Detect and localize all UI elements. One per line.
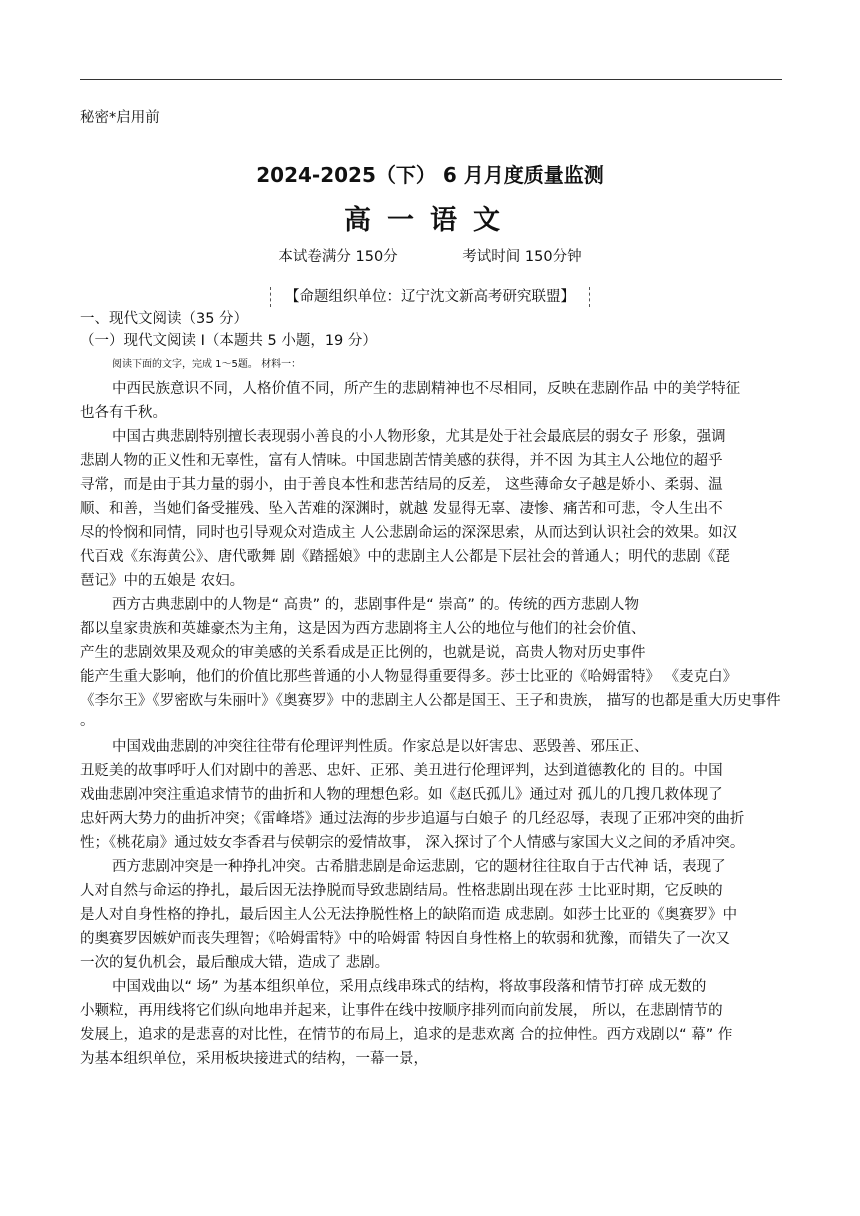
text-line: 为基本组织单位，采用板块接进式的结构，一幕一景， [80, 1051, 428, 1067]
text-line: 顺、和善，当她们备受摧残、坠入苦难的深渊时，就越 发显得无辜、凄惨、痛苦和可悲，令人生出不 [80, 501, 723, 517]
text-line: 忠奸两大势力的曲折冲突；《雷峰塔》通过法海的步步追逼与白娘子 的几经忍辱，表现了正邪冲突的曲折 [80, 811, 745, 827]
text-line: 寻常，而是由于其力量的弱小，由于善良本性和悲苦结局的反差， 这些薄命女子越是娇小、柔弱、温 [80, 477, 723, 493]
text-line: 西方古典悲剧中的人物是“ 高贵” 的，悲剧事件是“ 崇高” 的。传统的西方悲剧人物 [112, 597, 639, 613]
confidential-mark: 秘密*启用前 [80, 110, 160, 126]
text-line: 的奥赛罗因嫉妒而丧失理智；《哈姆雷特》中的哈姆雷 特因自身性格上的软弱和犹豫，而错失了一次又 [80, 931, 730, 947]
section-heading: 一、现代文阅读（35 分） [80, 311, 249, 327]
organizer-label: 【命题组织单位：辽宁沈文新高考研究联盟】 [270, 287, 590, 307]
full-score: 本试卷满分 150分 [278, 249, 398, 265]
text-line: 《李尔王》《罗密欧与朱丽叶》《奥赛罗》中的悲剧主人公都是国王、王子和贵族， 描写的也都是重大历史事件 [80, 693, 781, 709]
text-line: 代百戏《东海黄公》、唐代歌舞 剧《踏摇娘》中的悲剧主人公都是下层社会的普通人；明代的悲剧《琵 [80, 549, 730, 565]
text-line: 是人对自身性格的挣扎，最后因主人公无法挣脱性格上的缺陷而造 成悲剧。如莎士比亚的《奥赛罗》中 [80, 907, 738, 923]
text-line: 尽的怜悯和同情，同时也引导观众对造成主 人公悲剧命运的深深思索，从而达到认识社会的效果。如汉 [80, 525, 738, 541]
text-line: 也各有千秋。 [80, 405, 167, 421]
text-line: 悲剧人物的正义性和无辜性，富有人情味。中国悲剧苦情美感的获得，并不因 为其主人公地位的超乎 [80, 453, 723, 469]
text-line: 性；《桃花扇》通过妓女李香君与侯朝宗的爱情故事， 深入探讨了个人情感与家国大义之间的矛盾冲突。 [80, 835, 745, 851]
exam-time: 考试时间 150分钟 [462, 249, 582, 265]
text-line: 西方悲剧冲突是一种挣扎冲突。古希腊悲剧是命运悲剧，它的题材往往取自于古代神 话，表现了 [112, 859, 726, 875]
organizer [0, 287, 860, 307]
text-line: 小颗粒，再用线将它们纵向地串并起来，让事件在线中按顺序排列而向前发展， 所以，在悲剧情节的 [80, 1003, 723, 1019]
text-line: 中国古典悲剧特别擅长表现弱小善良的小人物形象，尤其是处于社会最底层的弱女子 形象，强调 [112, 429, 726, 445]
text-line: 人对自然与命运的挣扎，最后因无法挣脱而导致悲剧结局。性格悲剧出现在莎 士比亚时期，它反映的 [80, 883, 723, 899]
subject-title: 高一语文 [344, 205, 516, 236]
reading-instruction: 阅读下面的文字，完成 1～5题。 材料一： [112, 359, 302, 370]
text-line: 戏曲悲剧冲突注重追求情节的曲折和人物的理想色彩。如《赵氏孤儿》通过对 孤儿的几搜几救体现了 [80, 787, 723, 803]
sub-section-heading: （一）现代文阅读 I（本题共 5 小题，19 分） [80, 333, 377, 349]
text-line: 都以皇家贵族和英雄豪杰为主角，这是因为西方悲剧将主人公的地位与他们的社会价值、 [80, 621, 646, 637]
text-line: 中西民族意识不同，人格价值不同，所产生的悲剧精神也不尽相同，反映在悲剧作品 中的美学特征 [112, 381, 741, 397]
text-line: 琶记》中的五娘是 农妇。 [80, 573, 245, 589]
exam-info [0, 247, 860, 267]
text-line: 。 [80, 713, 95, 729]
top-rule [80, 79, 782, 80]
text-line: 一次的复仇机会，最后酿成大错，造成了 悲剧。 [80, 955, 390, 971]
text-line: 中国戏曲以“ 场” 为基本组织单位，采用点线串珠式的结构，将故事段落和情节打碎 成无数的 [112, 979, 707, 995]
text-line: 产生的悲剧效果及观众的审美感的关系看成是正比例的，也就是说，高贵人物对历史事件 [80, 645, 646, 661]
exam-title: 2024-2025（下） 6 月月度质量监测 [256, 163, 604, 187]
text-line: 中国戏曲悲剧的冲突往往带有伦理评判性质。作家总是以奸害忠、恶毁善、邪压正、 [112, 739, 649, 755]
text-line: 能产生重大影响，他们的价值比那些普通的小人物显得重要得多。莎士比亚的《哈姆雷特》 《麦克白》 [80, 669, 738, 685]
text-line: 发展上，追求的是悲喜的对比性，在情节的布局上，追求的是悲欢离 合的拉伸性。西方戏剧以“ 幕” 作 [80, 1027, 733, 1043]
text-line: 丑贬美的故事呼吁人们对剧中的善恶、忠奸、正邪、美丑进行伦理评判，达到道德教化的 目的。中国 [80, 763, 723, 779]
